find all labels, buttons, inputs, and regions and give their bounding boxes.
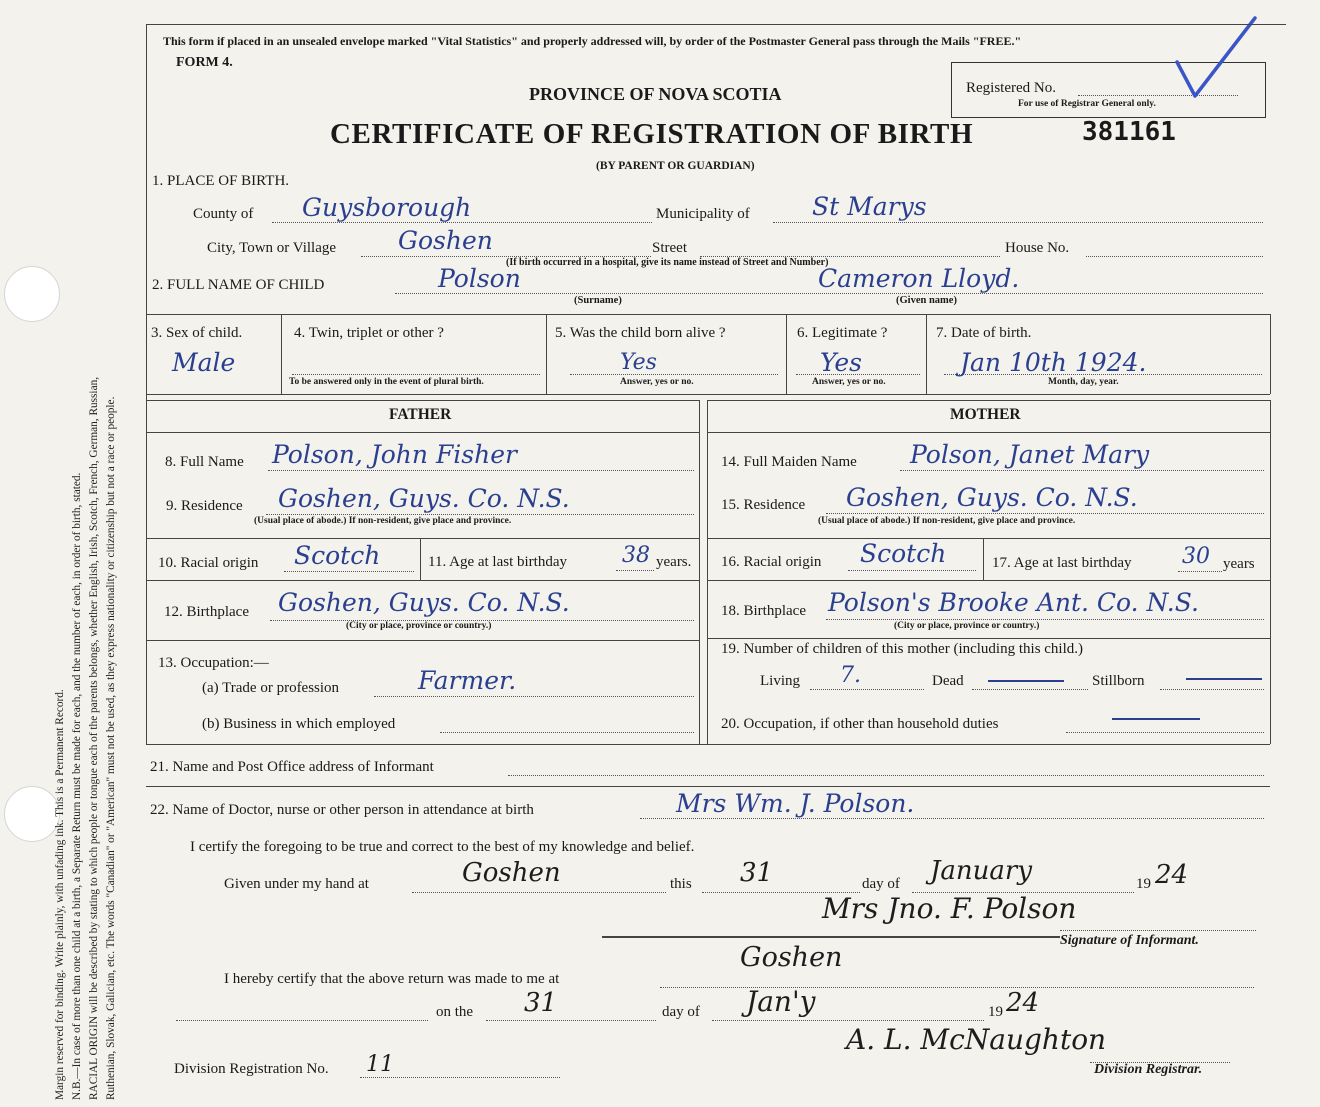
form-number: FORM 4.	[176, 55, 233, 70]
legitimate-value: Yes	[820, 348, 862, 377]
child-name-label: 2. FULL NAME OF CHILD	[152, 277, 325, 293]
margin-notes	[52, 377, 120, 1100]
dead-dash	[988, 680, 1064, 682]
father-occupation-label: 13. Occupation:—	[158, 655, 269, 671]
division-registration-value: 11	[366, 1052, 394, 1077]
this-label: this	[670, 876, 692, 892]
dead-label: Dead	[932, 673, 964, 689]
given-name-caption: (Given name)	[896, 295, 957, 306]
postal-notice: This form if placed in an unsealed envelope marked "Vital Statistics" and properly addressed will, by order of the Postmaster General pass through the Mails "FREE."	[163, 34, 1022, 48]
check-mark-icon	[1175, 10, 1265, 110]
mother-birthplace-value: Polson's Brooke Ant. Co. N.S.	[828, 588, 1199, 617]
registered-label: Registered No.	[966, 80, 1056, 96]
father-name-value: Polson, John Fisher	[272, 440, 517, 469]
street-label: Street	[652, 240, 687, 256]
certificate-subtitle: (BY PARENT OR GUARDIAN)	[596, 160, 755, 172]
registered-note: For use of Registrar General only.	[1018, 99, 1156, 109]
margin-note-binding: Margin reserved for binding. Write plainly, with unfading ink. This is a Permanent Record.	[54, 689, 66, 1100]
alive-note: Answer, yes or no.	[620, 377, 694, 387]
cert-year-value: 24	[1155, 860, 1189, 890]
cert-year-prefix: 19	[1136, 876, 1151, 892]
mother-occupation-label: 20. Occupation, if other than household duties	[721, 716, 999, 732]
informant-signature-caption: Signature of Informant.	[1060, 933, 1199, 948]
mother-birthplace-note: (City or place, province or country.)	[894, 621, 1040, 631]
mother-residence-value: Goshen, Guys. Co. N.S.	[846, 483, 1138, 512]
dob-label: 7. Date of birth.	[936, 325, 1032, 341]
mother-occupation-dash	[1112, 718, 1200, 720]
mother-heading: MOTHER	[950, 406, 1021, 423]
father-age-value: 38	[622, 543, 650, 568]
city-value: Goshen	[398, 226, 493, 255]
municipality-label: Municipality of	[656, 206, 750, 222]
sex-value: Male	[172, 348, 236, 377]
registrar-on-label: on the	[436, 1004, 474, 1020]
dob-value: Jan 10th 1924.	[960, 348, 1147, 377]
father-race-label: 10. Racial origin	[158, 555, 259, 571]
sex-label: 3. Sex of child.	[151, 325, 243, 341]
children-count-label: 19. Number of children of this mother (including this child.)	[721, 641, 1084, 657]
father-residence-value: Goshen, Guys. Co. N.S.	[278, 484, 570, 513]
registrar-certification: I hereby certify that the above return was made to me at	[224, 971, 560, 987]
house-no-label: House No.	[1005, 240, 1070, 256]
mother-residence-note: (Usual place of abode.) If non-resident, give place and province.	[818, 516, 1076, 526]
alive-value: Yes	[620, 350, 657, 375]
margin-note-nb: N.B.—In case of more than one child at a birth, a Separate Return must be made for each, and the number of each, in order of birth, stated.	[71, 472, 83, 1100]
mother-age-label: 17. Age at last birthday	[992, 555, 1132, 571]
registrar-day-of-label: day of	[662, 1004, 700, 1020]
father-birthplace-value: Goshen, Guys. Co. N.S.	[278, 588, 570, 617]
informant-label: 21. Name and Post Office address of Informant	[150, 759, 434, 775]
division-registrar-caption: Division Registrar.	[1094, 1062, 1203, 1077]
father-residence-label: 9. Residence	[166, 498, 243, 514]
division-registration-label: Division Registration No.	[174, 1061, 329, 1077]
father-birthplace-label: 12. Birthplace	[164, 604, 249, 620]
registrar-year-value: 24	[1006, 988, 1040, 1018]
cert-day-value: 31	[740, 858, 774, 888]
child-given-name-value: Cameron Lloyd.	[818, 264, 1020, 293]
place-of-birth-heading: 1. PLACE OF BIRTH.	[152, 173, 290, 189]
county-label: County of	[193, 206, 254, 222]
surname-caption: (Surname)	[574, 295, 622, 306]
stillborn-dash	[1186, 678, 1262, 680]
father-residence-note: (Usual place of abode.) If non-resident, give place and province.	[254, 516, 512, 526]
city-label: City, Town or Village	[207, 240, 337, 256]
registrar-place-value: Goshen	[740, 942, 843, 973]
father-age-label: 11. Age at last birthday	[428, 554, 567, 570]
given-place-label: Given under my hand at	[224, 876, 369, 892]
mother-name-label: 14. Full Maiden Name	[721, 454, 857, 470]
registrar-month-value: Jan'y	[746, 985, 816, 1018]
mother-residence-label: 15. Residence	[721, 497, 806, 513]
father-name-label: 8. Full Name	[165, 454, 244, 470]
mother-name-value: Polson, Janet Mary	[910, 440, 1150, 469]
certificate-title: CERTIFICATE OF REGISTRATION OF BIRTH	[330, 118, 974, 150]
attendant-label: 22. Name of Doctor, nurse or other person in attendance at birth	[150, 802, 534, 818]
dob-note: Month, day, year.	[1048, 377, 1119, 387]
informant-signature: Mrs Jno. F. Polson	[822, 892, 1077, 925]
father-trade-value: Farmer.	[418, 666, 517, 695]
stillborn-label: Stillborn	[1092, 673, 1145, 689]
twin-note: To be answered only in the event of plural birth.	[289, 377, 484, 387]
father-birthplace-note: (City or place, province or country.)	[346, 621, 492, 631]
legitimate-label: 6. Legitimate ?	[797, 325, 888, 341]
margin-note-racial-2: Ruthenian, Slovak, Galician, etc. The words "Canadian" or "American" must not be used, as they express nationality or citizenship but not a race or people.	[105, 396, 117, 1100]
living-label: Living	[760, 673, 800, 689]
mother-birthplace-label: 18. Birthplace	[721, 603, 806, 619]
binding-hole-top	[4, 266, 60, 322]
father-business-label: (b) Business in which employed	[202, 716, 396, 732]
registrar-year-prefix: 19	[988, 1004, 1003, 1020]
cert-day-of-label: day of	[862, 876, 900, 892]
margin-note-racial-1: RACIAL ORIGIN will be described by stating to which people or tongue each of the parents belongs, whether English, Irish, Scotch, French, German, Russian,	[88, 376, 100, 1100]
mother-age-value: 30	[1182, 544, 1210, 569]
twin-label: 4. Twin, triplet or other ?	[294, 325, 444, 341]
mother-years-label: years	[1223, 556, 1255, 572]
certificate-number: 381161	[1082, 117, 1176, 147]
given-place-value: Goshen	[462, 858, 561, 888]
alive-label: 5. Was the child born alive ?	[555, 325, 726, 341]
province-title: PROVINCE OF NOVA SCOTIA	[529, 84, 782, 104]
living-value: 7.	[840, 663, 861, 688]
father-trade-label: (a) Trade or profession	[202, 680, 340, 696]
informant-certification: I certify the foregoing to be true and correct to the best of my knowledge and belief.	[190, 839, 695, 855]
street-note: (If birth occurred in a hospital, give its name instead of Street and Number)	[506, 257, 829, 268]
registrar-day-value: 31	[524, 988, 558, 1018]
registrar-signature: A. L. McNaughton	[846, 1023, 1107, 1056]
legitimate-note: Answer, yes or no.	[812, 377, 886, 387]
father-heading: FATHER	[389, 406, 452, 423]
municipality-value: St Marys	[812, 192, 927, 221]
child-surname-value: Polson	[438, 264, 521, 293]
mother-race-label: 16. Racial origin	[721, 554, 822, 570]
cert-month-value: January	[930, 856, 1033, 886]
attendant-value: Mrs Wm. J. Polson.	[676, 789, 915, 818]
father-years-label: years.	[656, 554, 692, 570]
father-race-value: Scotch	[294, 541, 381, 570]
mother-race-value: Scotch	[860, 539, 947, 568]
county-value: Guysborough	[302, 193, 472, 222]
